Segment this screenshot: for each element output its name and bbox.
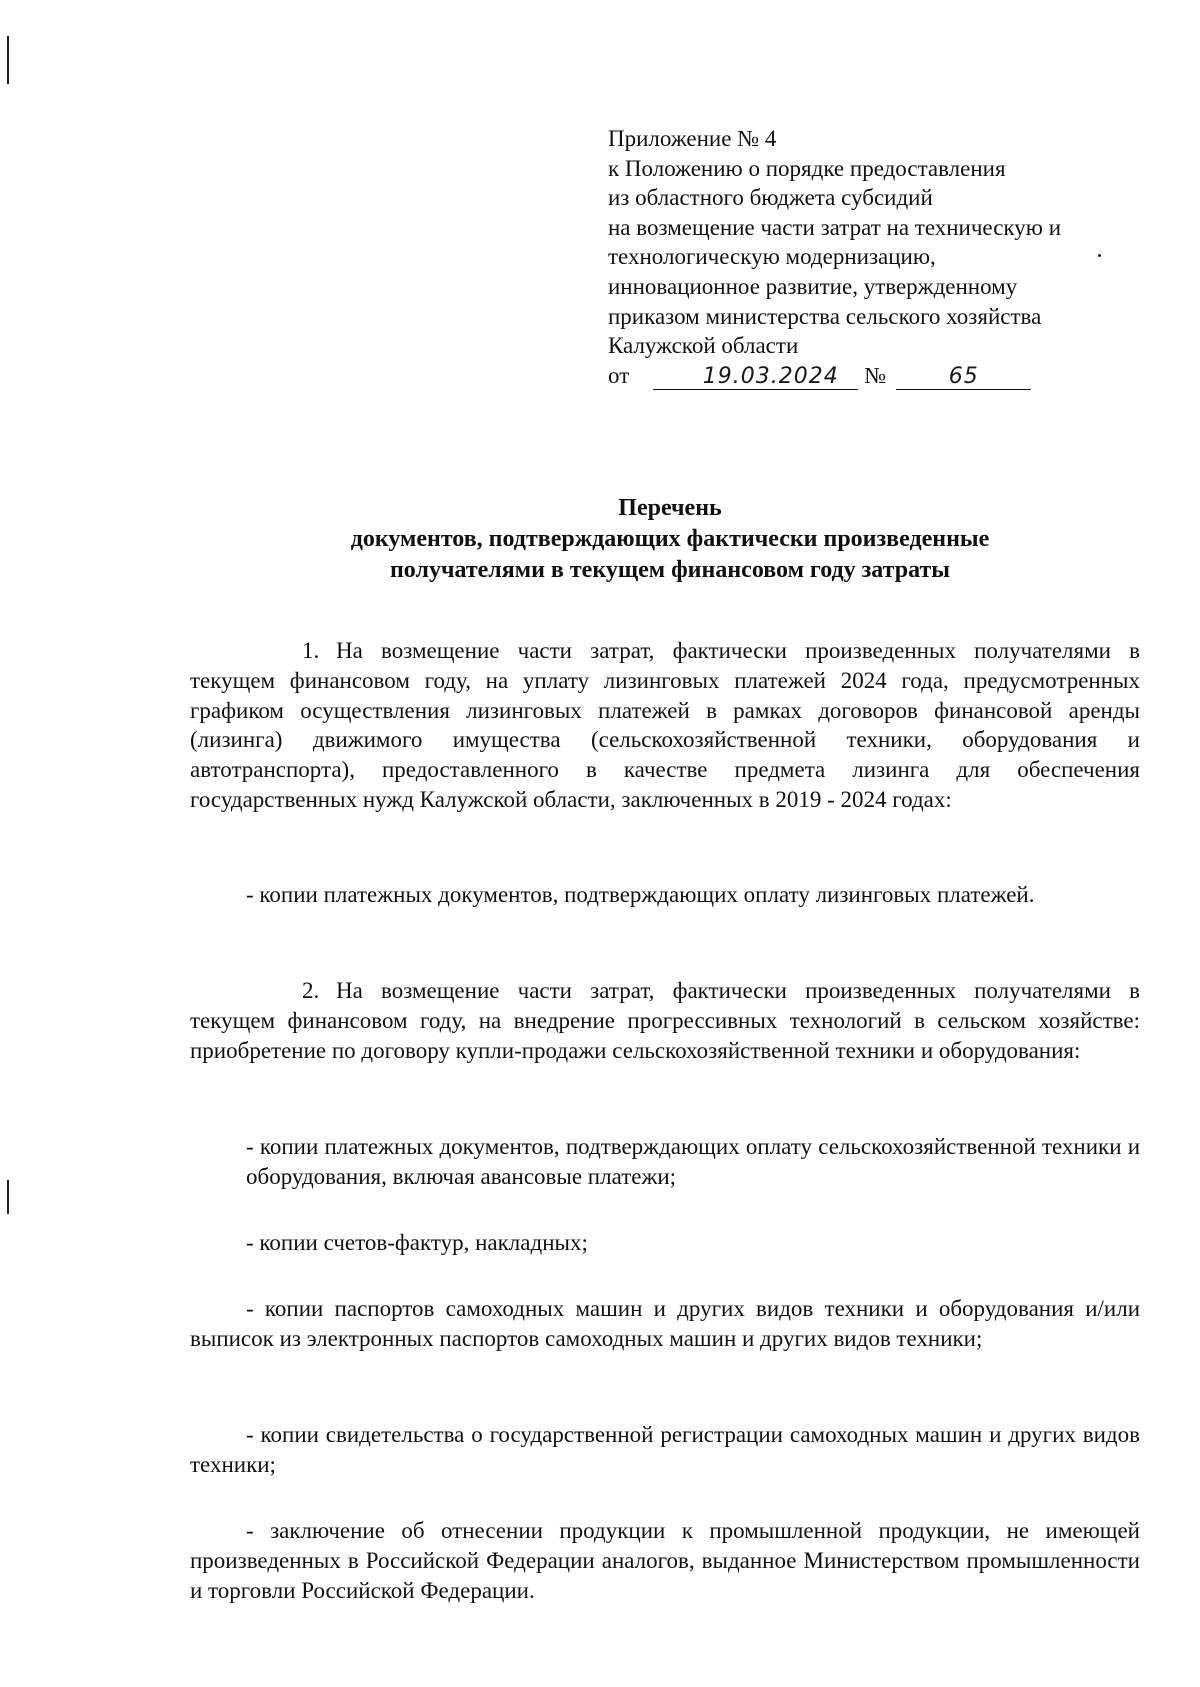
order-date-line — [608, 361, 1168, 391]
header-line: инновационное развитие, утвержденному — [608, 273, 1018, 299]
handwritten-date: 19.03.2024 — [653, 365, 858, 390]
header-line: Калужской области — [608, 333, 799, 359]
list-item: - копии свидетельства о государственной регистрации самоходных машин и других видов техники; — [190, 1422, 1140, 1477]
section-number: 1. — [302, 638, 320, 663]
number-sign: № — [864, 362, 887, 388]
section-text: На возмещение части затрат, фактически произведенных получателями в текущем финансовом году, на внедрение прогрессивных технологий в сельском хозяйстве: приобретение по договору купли-продажи сельскохозяйственной техники и оборудования: — [190, 978, 1140, 1063]
section-text: На возмещение части затрат, фактически произведенных получателями в текущем финансовом году, на уплату лизинговых платежей 2024 года, предусмотренных графиком осуществления лизинговых платежей в рамках договоров финансовой аренды (лизинга) движимого имущества (сельскохозяйственной техники, оборудования и автотранспорта), предоставленного в качестве предмета лизинга для обеспечения государственных нужд Калужской области, заключенных в 2019 - 2024 годах: — [190, 638, 1140, 812]
list-item: - копии паспортов самоходных машин и других видов техники и оборудования и/или выписок из электронных паспортов самоходных машин и других видов техники; — [190, 1296, 1140, 1351]
scan-edge-mark — [7, 1180, 9, 1214]
scan-edge-mark — [7, 36, 9, 84]
date-prefix: от — [608, 362, 630, 388]
list-item: - копии платежных документов, подтверждающих оплату сельскохозяйственной техники и оборудования, включая авансовые платежи; — [246, 1134, 1140, 1189]
title-line: Перечень — [618, 495, 722, 521]
header-line: на возмещение части затрат на техническую и — [608, 214, 1062, 240]
appendix-number: Приложение № 4 — [608, 126, 777, 151]
handwritten-number: 65 — [896, 365, 1031, 390]
list-item: - копии счетов-фактур, накладных; — [246, 1230, 588, 1255]
appendix-header — [608, 124, 1168, 390]
header-line: приказом министерства сельского хозяйства — [608, 303, 1042, 329]
section-2-paragraph — [190, 976, 1140, 1065]
section-number: 2. — [302, 978, 320, 1003]
header-line: к Положению о порядке предоставления — [608, 155, 1006, 181]
header-line: технологическую модернизацию, — [608, 244, 936, 270]
section-1-paragraph — [190, 636, 1140, 815]
list-item: - заключение об отнесении продукции к промышленной продукции, не имеющей произведенных в Российской Федерации аналогов, выданное Министерством промышленности и торговли Российской Федерации. — [190, 1518, 1140, 1603]
header-line: из областного бюджета субсидий — [608, 185, 933, 211]
title-line: получателями в текущем финансовом году затраты — [389, 557, 951, 583]
title-line: документов, подтверждающих фактически произведенные — [350, 526, 990, 552]
list-item: - копии платежных документов, подтверждающих оплату лизинговых платежей. — [246, 882, 1035, 907]
document-title — [190, 493, 1150, 586]
